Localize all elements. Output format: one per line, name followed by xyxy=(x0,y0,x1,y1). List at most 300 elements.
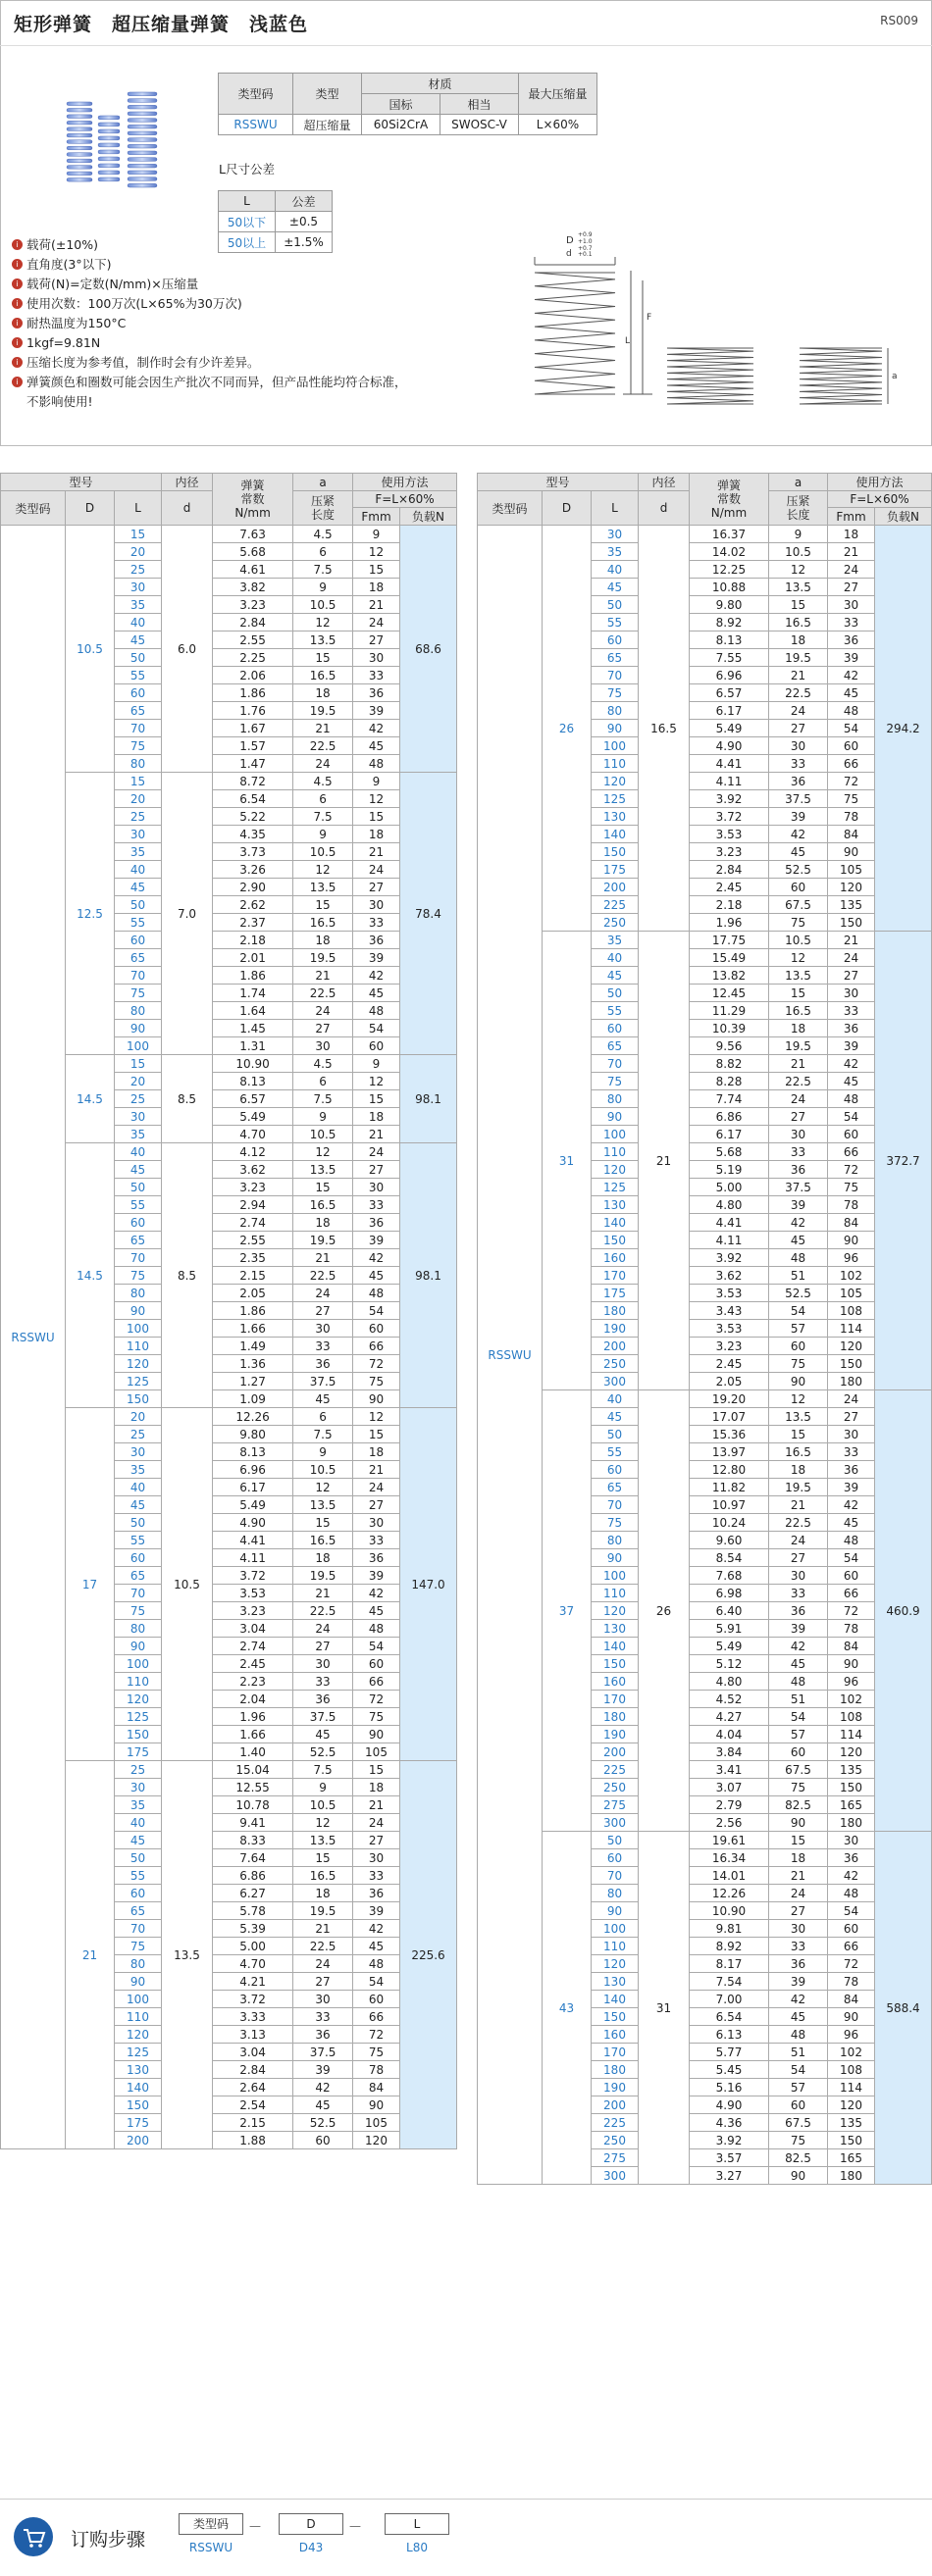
l-cell[interactable]: 65 xyxy=(115,1902,162,1920)
l-cell[interactable]: 125 xyxy=(592,790,639,808)
a-cell: 57 xyxy=(768,1726,827,1743)
l-cell[interactable]: 40 xyxy=(115,1479,162,1496)
l-cell[interactable]: 170 xyxy=(592,2044,639,2061)
l-cell[interactable]: 120 xyxy=(115,1691,162,1708)
l-cell[interactable]: 130 xyxy=(592,1620,639,1638)
l-cell[interactable]: 80 xyxy=(115,1620,162,1638)
a-cell: 45 xyxy=(768,1655,827,1673)
a-cell: 27 xyxy=(293,1973,353,1991)
l-cell[interactable]: 65 xyxy=(592,649,639,667)
l-cell[interactable]: 40 xyxy=(115,1814,162,1832)
l-cell[interactable]: 125 xyxy=(115,2044,162,2061)
a-cell: 12 xyxy=(768,1390,827,1408)
spec-h-max: 最大压缩量 xyxy=(519,74,597,115)
l-cell[interactable]: 110 xyxy=(115,1673,162,1691)
spring-const-cell: 8.82 xyxy=(690,1055,769,1073)
l-cell[interactable]: 35 xyxy=(115,843,162,861)
fmm-cell: 12 xyxy=(353,543,400,561)
l-cell[interactable]: 275 xyxy=(592,1796,639,1814)
a-cell: 18 xyxy=(768,1020,827,1037)
l-cell[interactable]: 55 xyxy=(592,1002,639,1020)
l-cell[interactable]: 30 xyxy=(592,526,639,543)
l-cell[interactable]: 90 xyxy=(115,1302,162,1320)
l-cell[interactable]: 35 xyxy=(115,1126,162,1143)
l-cell[interactable]: 45 xyxy=(115,1161,162,1179)
a-cell: 48 xyxy=(768,1673,827,1691)
l-cell[interactable]: 140 xyxy=(592,1638,639,1655)
l-cell[interactable]: 20 xyxy=(115,543,162,561)
l-cell[interactable]: 130 xyxy=(592,808,639,826)
l-cell[interactable]: 35 xyxy=(115,596,162,614)
l-cell[interactable]: 20 xyxy=(115,1408,162,1426)
a-cell: 13.5 xyxy=(768,967,827,985)
spring-const-cell: 3.53 xyxy=(690,1285,769,1302)
l-cell[interactable]: 80 xyxy=(592,702,639,720)
l-cell[interactable]: 225 xyxy=(592,896,639,914)
l-cell[interactable]: 110 xyxy=(115,2008,162,2026)
fmm-cell: 24 xyxy=(828,1390,875,1408)
l-cell[interactable]: 75 xyxy=(115,1938,162,1955)
l-cell[interactable]: 180 xyxy=(592,2061,639,2079)
note-item: i 压缩长度为参考值，制作时会有少许差异。 xyxy=(12,353,407,373)
spring-const-cell: 3.72 xyxy=(213,1991,293,2008)
l-cell[interactable]: 35 xyxy=(115,1461,162,1479)
l-cell[interactable]: 75 xyxy=(115,1267,162,1285)
spring-const-cell: 4.35 xyxy=(213,826,293,843)
fmm-cell: 33 xyxy=(353,1532,400,1549)
spring-const-cell: 4.52 xyxy=(690,1691,769,1708)
fmm-cell: 66 xyxy=(353,1338,400,1355)
d-big-cell: 14.5 xyxy=(66,1055,115,1143)
l-cell[interactable]: 190 xyxy=(592,1320,639,1338)
fmm-cell: 45 xyxy=(353,737,400,755)
l-cell[interactable]: 140 xyxy=(592,1214,639,1232)
spring-const-cell: 2.35 xyxy=(213,1249,293,1267)
l-cell[interactable]: 150 xyxy=(592,1232,639,1249)
note-item: i 耐热温度为150°C xyxy=(12,314,407,333)
l-cell[interactable]: 90 xyxy=(592,720,639,737)
l-cell[interactable]: 35 xyxy=(115,1796,162,1814)
l-cell[interactable]: 80 xyxy=(115,755,162,773)
l-cell[interactable]: 50 xyxy=(592,1832,639,1849)
l-cell[interactable]: 15 xyxy=(115,1055,162,1073)
l-cell[interactable]: 55 xyxy=(115,667,162,684)
fmm-cell: 36 xyxy=(353,684,400,702)
l-cell[interactable]: 275 xyxy=(592,2149,639,2167)
l-cell[interactable]: 70 xyxy=(115,1585,162,1602)
l-cell[interactable]: 200 xyxy=(592,1743,639,1761)
l-cell[interactable]: 40 xyxy=(592,949,639,967)
fmm-cell: 39 xyxy=(828,1037,875,1055)
spring-const-cell: 2.64 xyxy=(213,2079,293,2096)
spring-const-cell: 6.54 xyxy=(690,2008,769,2026)
l-cell[interactable]: 300 xyxy=(592,2167,639,2185)
l-cell[interactable]: 45 xyxy=(592,967,639,985)
a-cell: 12 xyxy=(768,561,827,579)
spring-const-cell: 15.04 xyxy=(213,1761,293,1779)
l-cell[interactable]: 60 xyxy=(115,1549,162,1567)
l-cell[interactable]: 150 xyxy=(592,843,639,861)
fmm-cell: 39 xyxy=(353,702,400,720)
th-wire: 内径 xyxy=(639,474,690,491)
l-cell[interactable]: 100 xyxy=(592,1567,639,1585)
l-cell[interactable]: 30 xyxy=(115,1108,162,1126)
fmm-cell: 39 xyxy=(353,949,400,967)
a-cell: 54 xyxy=(768,1708,827,1726)
a-cell: 12 xyxy=(293,1479,353,1496)
l-cell[interactable]: 300 xyxy=(592,1373,639,1390)
l-cell[interactable]: 130 xyxy=(592,1196,639,1214)
l-cell[interactable]: 90 xyxy=(115,1638,162,1655)
l-cell[interactable]: 120 xyxy=(592,1161,639,1179)
fmm-cell: 60 xyxy=(353,1655,400,1673)
spring-const-cell: 10.97 xyxy=(690,1496,769,1514)
spring-const-cell: 1.86 xyxy=(213,1302,293,1320)
l-cell[interactable]: 75 xyxy=(115,737,162,755)
l-cell[interactable]: 65 xyxy=(115,949,162,967)
spring-const-cell: 6.40 xyxy=(690,1602,769,1620)
fmm-cell: 120 xyxy=(828,2096,875,2114)
spring-const-cell: 5.49 xyxy=(213,1108,293,1126)
l-cell[interactable]: 100 xyxy=(115,1991,162,2008)
info-icon: i xyxy=(12,259,23,270)
l-cell[interactable]: 300 xyxy=(592,1814,639,1832)
spring-const-cell: 1.36 xyxy=(213,1355,293,1373)
l-cell[interactable]: 100 xyxy=(115,1037,162,1055)
a-cell: 60 xyxy=(768,879,827,896)
l-cell[interactable]: 150 xyxy=(592,2008,639,2026)
l-cell[interactable]: 80 xyxy=(115,1002,162,1020)
fmm-cell: 54 xyxy=(828,1902,875,1920)
l-cell[interactable]: 60 xyxy=(592,1461,639,1479)
l-cell[interactable]: 120 xyxy=(115,1355,162,1373)
spring-const-cell: 3.23 xyxy=(690,843,769,861)
l-cell[interactable]: 90 xyxy=(592,1902,639,1920)
l-cell[interactable]: 70 xyxy=(115,720,162,737)
a-cell: 33 xyxy=(768,1585,827,1602)
fmm-cell: 12 xyxy=(353,1408,400,1426)
a-cell: 9 xyxy=(293,1108,353,1126)
a-cell: 36 xyxy=(293,1355,353,1373)
l-cell[interactable]: 170 xyxy=(592,1691,639,1708)
l-cell[interactable]: 15 xyxy=(115,526,162,543)
l-cell[interactable]: 100 xyxy=(115,1655,162,1673)
spring-const-cell: 8.54 xyxy=(690,1549,769,1567)
spring-const-cell: 3.73 xyxy=(213,843,293,861)
spring-const-cell: 2.45 xyxy=(690,1355,769,1373)
l-cell[interactable]: 35 xyxy=(592,932,639,949)
l-cell[interactable]: 60 xyxy=(115,1214,162,1232)
a-cell: 21 xyxy=(293,1920,353,1938)
l-cell[interactable]: 225 xyxy=(592,1761,639,1779)
spring-const-cell: 6.86 xyxy=(690,1108,769,1126)
l-cell[interactable]: 250 xyxy=(592,2132,639,2149)
l-cell[interactable]: 30 xyxy=(115,579,162,596)
l-cell[interactable]: 75 xyxy=(592,1514,639,1532)
l-cell[interactable]: 50 xyxy=(115,1514,162,1532)
a-cell: 33 xyxy=(768,1938,827,1955)
l-cell[interactable]: 110 xyxy=(592,1585,639,1602)
spring-const-cell: 12.45 xyxy=(690,985,769,1002)
fmm-cell: 36 xyxy=(828,1849,875,1867)
l-cell[interactable]: 140 xyxy=(592,1991,639,2008)
l-cell[interactable]: 150 xyxy=(115,1726,162,1743)
l-cell[interactable]: 190 xyxy=(592,1726,639,1743)
l-cell[interactable]: 160 xyxy=(592,1673,639,1691)
l-cell[interactable]: 45 xyxy=(592,1408,639,1426)
a-cell: 6 xyxy=(293,1408,353,1426)
l-cell[interactable]: 40 xyxy=(115,1143,162,1161)
l-cell[interactable]: 65 xyxy=(592,1479,639,1496)
l-cell[interactable]: 100 xyxy=(592,737,639,755)
l-cell[interactable]: 140 xyxy=(592,826,639,843)
a-cell: 13.5 xyxy=(293,1496,353,1514)
a-cell: 37.5 xyxy=(768,1179,827,1196)
l-cell[interactable]: 100 xyxy=(592,1920,639,1938)
spring-const-cell: 2.84 xyxy=(213,2061,293,2079)
l-cell[interactable]: 60 xyxy=(592,1020,639,1037)
l-cell[interactable]: 180 xyxy=(592,1302,639,1320)
l-cell[interactable]: 170 xyxy=(592,1267,639,1285)
l-cell[interactable]: 80 xyxy=(592,1532,639,1549)
spring-const-cell: 5.68 xyxy=(690,1143,769,1161)
l-cell[interactable]: 40 xyxy=(592,1390,639,1408)
l-cell[interactable]: 20 xyxy=(115,790,162,808)
l-cell[interactable]: 90 xyxy=(115,1973,162,1991)
l-cell[interactable]: 60 xyxy=(115,684,162,702)
l-cell[interactable]: 45 xyxy=(592,579,639,596)
l-cell[interactable]: 70 xyxy=(592,1496,639,1514)
l-cell[interactable]: 200 xyxy=(592,879,639,896)
l-cell[interactable]: 30 xyxy=(115,1443,162,1461)
info-icon: i xyxy=(12,357,23,368)
a-cell: 9 xyxy=(293,826,353,843)
l-cell[interactable]: 60 xyxy=(592,631,639,649)
l-cell[interactable]: 120 xyxy=(592,1602,639,1620)
spec-h-eq: 相当 xyxy=(440,94,519,115)
spring-const-cell: 11.29 xyxy=(690,1002,769,1020)
l-cell[interactable]: 175 xyxy=(592,861,639,879)
spring-const-cell: 8.13 xyxy=(213,1073,293,1090)
l-cell[interactable]: 190 xyxy=(592,2079,639,2096)
l-cell[interactable]: 110 xyxy=(592,1143,639,1161)
l-cell[interactable]: 55 xyxy=(592,614,639,631)
l-cell[interactable]: 50 xyxy=(592,596,639,614)
order-sep: — xyxy=(249,2519,261,2533)
l-cell[interactable]: 15 xyxy=(115,773,162,790)
load-cell: 98.1 xyxy=(400,1143,457,1408)
table-row xyxy=(478,526,932,543)
l-cell[interactable]: 125 xyxy=(115,1373,162,1390)
l-cell[interactable]: 60 xyxy=(115,1885,162,1902)
l-cell[interactable]: 55 xyxy=(115,1196,162,1214)
a-cell: 16.5 xyxy=(293,914,353,932)
l-cell[interactable]: 70 xyxy=(592,1055,639,1073)
l-cell[interactable]: 120 xyxy=(115,2026,162,2044)
l-cell[interactable]: 50 xyxy=(115,1849,162,1867)
l-cell[interactable]: 25 xyxy=(115,561,162,579)
spring-const-cell: 3.53 xyxy=(213,1585,293,1602)
spring-const-cell: 5.00 xyxy=(690,1179,769,1196)
l-cell[interactable]: 75 xyxy=(592,684,639,702)
d-big-cell: 17 xyxy=(66,1408,115,1761)
l-cell[interactable]: 160 xyxy=(592,1249,639,1267)
l-cell[interactable]: 75 xyxy=(115,1602,162,1620)
l-cell[interactable]: 200 xyxy=(592,2096,639,2114)
l-cell[interactable]: 250 xyxy=(592,1779,639,1796)
a-cell: 42 xyxy=(768,1214,827,1232)
l-cell[interactable]: 70 xyxy=(115,1249,162,1267)
l-cell[interactable]: 50 xyxy=(592,1426,639,1443)
l-cell[interactable]: 45 xyxy=(115,631,162,649)
l-cell[interactable]: 35 xyxy=(592,543,639,561)
fmm-cell: 21 xyxy=(353,596,400,614)
l-cell[interactable]: 75 xyxy=(115,985,162,1002)
a-cell: 22.5 xyxy=(768,1073,827,1090)
l-cell[interactable]: 25 xyxy=(115,1761,162,1779)
fmm-cell: 15 xyxy=(353,561,400,579)
spring-const-cell: 3.84 xyxy=(690,1743,769,1761)
l-cell[interactable]: 30 xyxy=(115,1779,162,1796)
l-cell[interactable]: 25 xyxy=(115,1426,162,1443)
a-cell: 45 xyxy=(768,2008,827,2026)
l-cell[interactable]: 100 xyxy=(592,1126,639,1143)
d-big-cell: 12.5 xyxy=(66,773,115,1055)
l-cell[interactable]: 140 xyxy=(115,2079,162,2096)
l-cell[interactable]: 65 xyxy=(115,1232,162,1249)
l-cell[interactable]: 65 xyxy=(115,702,162,720)
l-cell[interactable]: 60 xyxy=(592,1849,639,1867)
l-cell[interactable]: 55 xyxy=(115,1532,162,1549)
l-cell[interactable]: 80 xyxy=(592,1090,639,1108)
l-cell[interactable]: 150 xyxy=(115,2096,162,2114)
spring-const-cell: 9.80 xyxy=(213,1426,293,1443)
fmm-cell: 30 xyxy=(353,1514,400,1532)
fmm-cell: 105 xyxy=(828,1285,875,1302)
fmm-cell: 60 xyxy=(828,1126,875,1143)
spec-h-cn: 国标 xyxy=(362,94,440,115)
spring-const-cell: 1.09 xyxy=(213,1390,293,1408)
l-cell[interactable]: 90 xyxy=(592,1108,639,1126)
spring-const-cell: 7.68 xyxy=(690,1567,769,1585)
l-cell[interactable]: 125 xyxy=(592,1179,639,1196)
l-cell[interactable]: 80 xyxy=(115,1285,162,1302)
d-big-cell: 37 xyxy=(543,1390,592,1832)
fmm-cell: 42 xyxy=(353,1585,400,1602)
l-cell[interactable]: 55 xyxy=(115,1867,162,1885)
l-cell[interactable]: 70 xyxy=(115,967,162,985)
l-cell[interactable]: 70 xyxy=(115,1920,162,1938)
th-f-eq: F=L×60% xyxy=(828,491,932,508)
l-cell[interactable]: 40 xyxy=(592,561,639,579)
l-cell[interactable]: 55 xyxy=(592,1443,639,1461)
spring-const-cell: 12.26 xyxy=(213,1408,293,1426)
a-cell: 15 xyxy=(293,1849,353,1867)
l-cell[interactable]: 30 xyxy=(115,826,162,843)
l-cell[interactable]: 180 xyxy=(592,1708,639,1726)
spring-const-cell: 12.55 xyxy=(213,1779,293,1796)
l-cell[interactable]: 160 xyxy=(592,2026,639,2044)
l-cell[interactable]: 40 xyxy=(115,614,162,631)
l-cell[interactable]: 65 xyxy=(115,1567,162,1585)
fmm-cell: 90 xyxy=(828,1232,875,1249)
l-cell[interactable]: 150 xyxy=(115,1390,162,1408)
fmm-cell: 30 xyxy=(828,1832,875,1849)
l-cell[interactable]: 20 xyxy=(115,1073,162,1090)
l-cell[interactable]: 175 xyxy=(592,1285,639,1302)
l-cell[interactable]: 50 xyxy=(115,649,162,667)
l-cell[interactable]: 70 xyxy=(592,667,639,684)
l-cell[interactable]: 25 xyxy=(115,1090,162,1108)
l-cell[interactable]: 130 xyxy=(115,2061,162,2079)
l-cell[interactable]: 45 xyxy=(115,879,162,896)
spring-const-cell: 5.22 xyxy=(213,808,293,826)
l-cell[interactable]: 175 xyxy=(115,2114,162,2132)
l-cell[interactable]: 130 xyxy=(592,1973,639,1991)
l-cell[interactable]: 120 xyxy=(592,773,639,790)
l-cell[interactable]: 100 xyxy=(115,1320,162,1338)
l-cell[interactable]: 80 xyxy=(115,1955,162,1973)
a-cell: 51 xyxy=(768,2044,827,2061)
l-cell[interactable]: 110 xyxy=(592,755,639,773)
a-cell: 30 xyxy=(293,1655,353,1673)
a-cell: 27 xyxy=(768,1108,827,1126)
l-cell[interactable]: 120 xyxy=(592,1955,639,1973)
a-cell: 52.5 xyxy=(293,2114,353,2132)
l-cell[interactable]: 90 xyxy=(115,1020,162,1037)
l-cell[interactable]: 40 xyxy=(115,861,162,879)
l-cell[interactable]: 125 xyxy=(115,1708,162,1726)
l-cell[interactable]: 25 xyxy=(115,808,162,826)
l-cell[interactable]: 200 xyxy=(592,1338,639,1355)
l-cell[interactable]: 80 xyxy=(592,1885,639,1902)
spring-const-cell: 16.34 xyxy=(690,1849,769,1867)
l-cell[interactable]: 250 xyxy=(592,914,639,932)
l-cell[interactable]: 150 xyxy=(592,1655,639,1673)
l-cell[interactable]: 50 xyxy=(115,896,162,914)
l-cell[interactable]: 45 xyxy=(115,1832,162,1849)
th-load: 负载N xyxy=(400,508,457,526)
spring-const-cell: 7.63 xyxy=(213,526,293,543)
l-cell[interactable]: 250 xyxy=(592,1355,639,1373)
l-cell[interactable]: 45 xyxy=(115,1496,162,1514)
l-cell[interactable]: 65 xyxy=(592,1037,639,1055)
l-cell[interactable]: 70 xyxy=(592,1867,639,1885)
l-cell[interactable]: 200 xyxy=(115,2132,162,2149)
l-cell[interactable]: 50 xyxy=(592,985,639,1002)
l-cell[interactable]: 60 xyxy=(115,932,162,949)
l-cell[interactable]: 110 xyxy=(592,1938,639,1955)
d-big-cell: 21 xyxy=(66,1761,115,2149)
spring-const-cell: 8.92 xyxy=(690,614,769,631)
wire-d-cell: 26 xyxy=(639,1390,690,1832)
fmm-cell: 36 xyxy=(353,932,400,949)
spring-const-cell: 1.86 xyxy=(213,967,293,985)
fmm-cell: 60 xyxy=(353,1320,400,1338)
info-icon: i xyxy=(12,318,23,328)
fmm-cell: 36 xyxy=(353,1214,400,1232)
spring-const-cell: 3.07 xyxy=(690,1779,769,1796)
l-cell[interactable]: 55 xyxy=(115,914,162,932)
a-cell: 10.5 xyxy=(768,543,827,561)
l-cell[interactable]: 110 xyxy=(115,1338,162,1355)
l-cell[interactable]: 75 xyxy=(592,1073,639,1090)
l-cell[interactable]: 50 xyxy=(115,1179,162,1196)
l-cell[interactable]: 90 xyxy=(592,1549,639,1567)
l-cell[interactable]: 175 xyxy=(115,1743,162,1761)
l-cell[interactable]: 225 xyxy=(592,2114,639,2132)
fmm-cell: 24 xyxy=(353,1143,400,1161)
